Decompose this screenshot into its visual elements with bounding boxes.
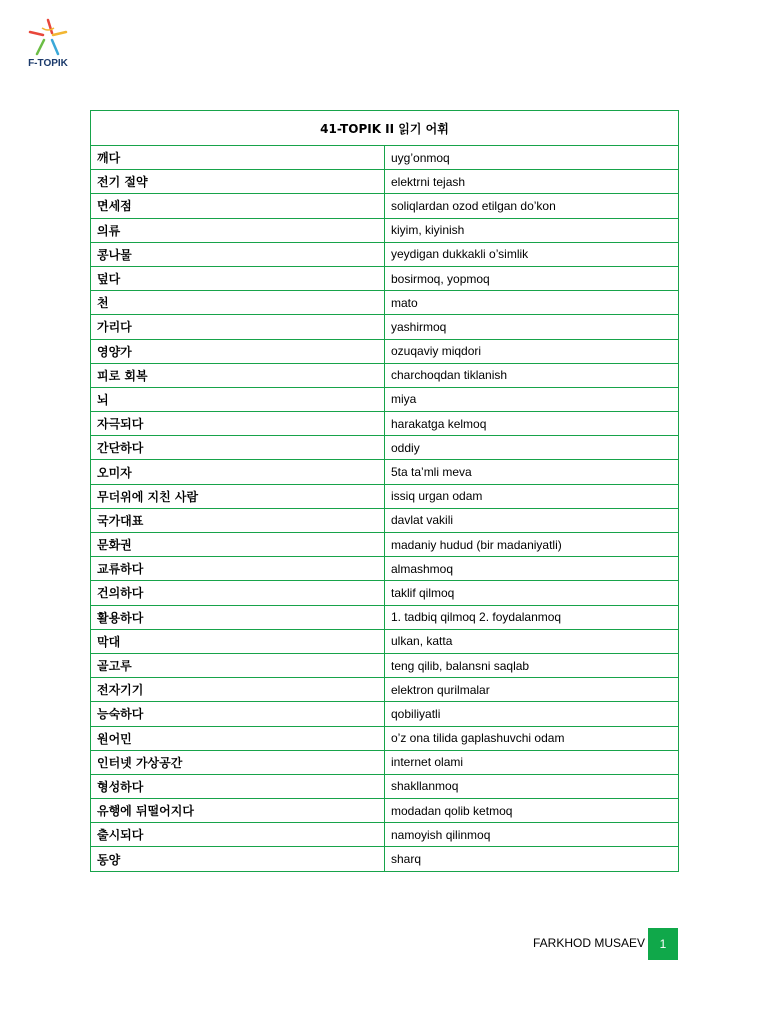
table-row xyxy=(91,315,679,339)
korean-word-cell: 가리다 xyxy=(91,315,385,339)
uzbek-translation-cell: madaniy hudud (bir madaniyatli) xyxy=(385,533,679,557)
korean-word-cell: 원어민 xyxy=(91,726,385,750)
korean-word-cell: 동양 xyxy=(91,847,385,871)
uzbek-translation-cell: yeydigan dukkakli o’simlik xyxy=(385,242,679,266)
korean-word-cell: 면세점 xyxy=(91,194,385,218)
table-row xyxy=(91,291,679,315)
korean-word-cell: 형성하다 xyxy=(91,774,385,798)
uzbek-translation-cell: namoyish qilinmoq xyxy=(385,823,679,847)
table-row xyxy=(91,823,679,847)
table-row xyxy=(91,508,679,532)
uzbek-translation-cell: elektrni tejash xyxy=(385,170,679,194)
table-row xyxy=(91,194,679,218)
korean-word-cell: 뇌 xyxy=(91,387,385,411)
uzbek-translation-cell: mato xyxy=(385,291,679,315)
table-row xyxy=(91,847,679,871)
uzbek-translation-cell: bosirmoq, yopmoq xyxy=(385,266,679,290)
star-logo-icon xyxy=(28,18,68,58)
table-row xyxy=(91,436,679,460)
uzbek-translation-cell: issiq urgan odam xyxy=(385,484,679,508)
table-row xyxy=(91,629,679,653)
korean-word-cell: 교류하다 xyxy=(91,557,385,581)
uzbek-translation-cell: o’z ona tilida gaplashuvchi odam xyxy=(385,726,679,750)
uzbek-translation-cell: internet olami xyxy=(385,750,679,774)
uzbek-translation-cell: teng qilib, balansni saqlab xyxy=(385,653,679,677)
f-topik-logo xyxy=(24,18,72,74)
table-row xyxy=(91,412,679,436)
page-number: 1 xyxy=(648,928,678,960)
korean-word-cell: 건의하다 xyxy=(91,581,385,605)
korean-word-cell: 막대 xyxy=(91,629,385,653)
uzbek-translation-cell: 5ta ta’mli meva xyxy=(385,460,679,484)
table-row xyxy=(91,581,679,605)
uzbek-translation-cell: oddiy xyxy=(385,436,679,460)
table-header-row xyxy=(91,111,679,146)
korean-word-cell: 국가대표 xyxy=(91,508,385,532)
korean-word-cell: 문화권 xyxy=(91,533,385,557)
table-row xyxy=(91,702,679,726)
author-name: FARKHOD MUSAEV xyxy=(533,936,646,950)
korean-word-cell: 의류 xyxy=(91,218,385,242)
table-row xyxy=(91,726,679,750)
korean-word-cell: 자극되다 xyxy=(91,412,385,436)
table-row xyxy=(91,339,679,363)
table-row xyxy=(91,460,679,484)
uzbek-translation-cell: soliqlardan ozod etilgan do’kon xyxy=(385,194,679,218)
uzbek-translation-cell: uyg’onmoq xyxy=(385,146,679,170)
table-row xyxy=(91,557,679,581)
uzbek-translation-cell: davlat vakili xyxy=(385,508,679,532)
korean-word-cell: 출시되다 xyxy=(91,823,385,847)
table-row xyxy=(91,266,679,290)
uzbek-translation-cell: harakatga kelmoq xyxy=(385,412,679,436)
uzbek-translation-cell: 1. tadbiq qilmoq 2. foydalanmoq xyxy=(385,605,679,629)
table-row xyxy=(91,605,679,629)
uzbek-translation-cell: elektron qurilmalar xyxy=(385,678,679,702)
uzbek-translation-cell: ozuqaviy miqdori xyxy=(385,339,679,363)
korean-word-cell: 깨다 xyxy=(91,146,385,170)
uzbek-translation-cell: almashmoq xyxy=(385,557,679,581)
table-row xyxy=(91,533,679,557)
korean-word-cell: 인터넷 가상공간 xyxy=(91,750,385,774)
korean-word-cell: 유행에 뒤떨어지다 xyxy=(91,799,385,823)
table-row xyxy=(91,799,679,823)
korean-word-cell: 능숙하다 xyxy=(91,702,385,726)
korean-word-cell: 영양가 xyxy=(91,339,385,363)
uzbek-translation-cell: modadan qolib ketmoq xyxy=(385,799,679,823)
korean-word-cell: 간단하다 xyxy=(91,436,385,460)
table-row xyxy=(91,146,679,170)
table-row xyxy=(91,242,679,266)
korean-word-cell: 전자기기 xyxy=(91,678,385,702)
table-title: 41-TOPIK II 읽기 어휘 xyxy=(91,111,679,146)
uzbek-translation-cell: taklif qilmoq xyxy=(385,581,679,605)
korean-word-cell: 무더위에 지친 사람 xyxy=(91,484,385,508)
table-row xyxy=(91,653,679,677)
vocabulary-table xyxy=(90,110,679,872)
korean-word-cell: 전기 절약 xyxy=(91,170,385,194)
table-row xyxy=(91,363,679,387)
uzbek-translation-cell: shakllanmoq xyxy=(385,774,679,798)
uzbek-translation-cell: qobiliyatli xyxy=(385,702,679,726)
table-row xyxy=(91,218,679,242)
uzbek-translation-cell: sharq xyxy=(385,847,679,871)
korean-word-cell: 피로 회복 xyxy=(91,363,385,387)
uzbek-translation-cell: charchoqdan tiklanish xyxy=(385,363,679,387)
korean-word-cell: 골고루 xyxy=(91,653,385,677)
table-row xyxy=(91,678,679,702)
korean-word-cell: 콩나물 xyxy=(91,242,385,266)
logo-text: F-TOPIK xyxy=(28,58,68,69)
table-body xyxy=(91,146,679,872)
uzbek-translation-cell: ulkan, katta xyxy=(385,629,679,653)
table-row xyxy=(91,774,679,798)
korean-word-cell: 활용하다 xyxy=(91,605,385,629)
table-row xyxy=(91,484,679,508)
table-row xyxy=(91,170,679,194)
korean-word-cell: 덮다 xyxy=(91,266,385,290)
uzbek-translation-cell: miya xyxy=(385,387,679,411)
korean-word-cell: 천 xyxy=(91,291,385,315)
table-row xyxy=(91,387,679,411)
uzbek-translation-cell: kiyim, kiyinish xyxy=(385,218,679,242)
korean-word-cell: 오미자 xyxy=(91,460,385,484)
uzbek-translation-cell: yashirmoq xyxy=(385,315,679,339)
table-row xyxy=(91,750,679,774)
